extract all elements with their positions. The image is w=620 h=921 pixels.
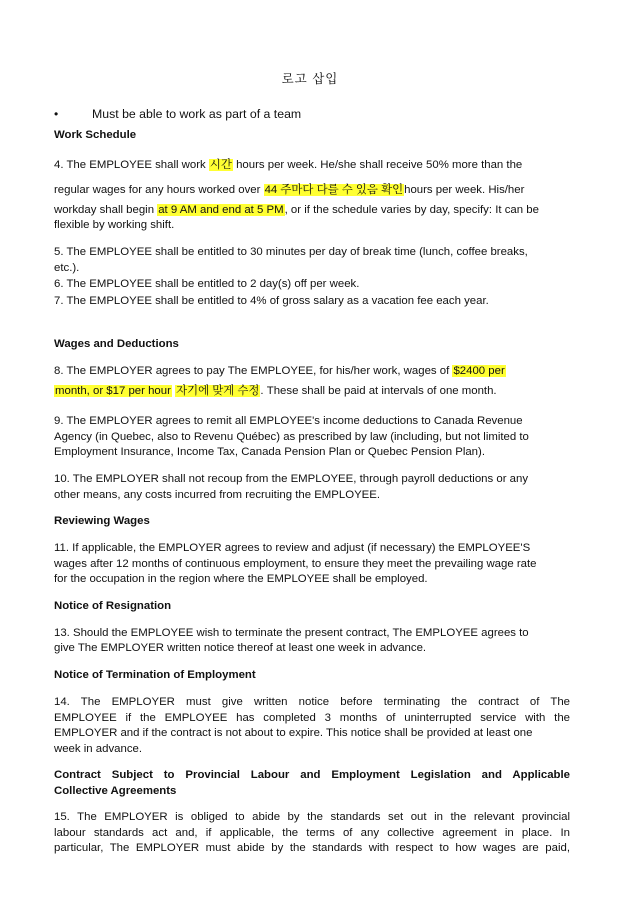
heading-legislation-line-1: Contract Subject to Provincial Labour and Employment Legislation and Applicable bbox=[54, 769, 570, 781]
p8-text: . These shall be paid at intervals of one month. bbox=[260, 385, 497, 397]
paragraph-14-line-3: EMPLOYER and if the contract is not about to expire. This notice shall be provided at least one bbox=[54, 727, 533, 739]
p4-text: hours per week. His/her bbox=[404, 184, 525, 196]
paragraph-11-line-1: 11. If applicable, the EMPLOYER agrees to review and adjust (if necessary) the EMPLOYEE'S bbox=[54, 542, 531, 554]
p4-text: , or if the schedule varies by day, specify: It can be bbox=[284, 204, 539, 216]
highlight-wage-hourly: month, or $17 per hour bbox=[55, 385, 171, 397]
p4-text: 4. The EMPLOYEE shall work bbox=[54, 159, 209, 171]
p8-text: 8. The EMPLOYER agrees to pay The EMPLOYEE, for his/her work, wages of bbox=[54, 365, 453, 377]
paragraph-14-line-4: week in advance. bbox=[54, 743, 143, 755]
paragraph-13-line-2: give The EMPLOYER written notice thereof at least one week in advance. bbox=[54, 642, 427, 654]
heading-legislation-line-2: Collective Agreements bbox=[54, 785, 177, 797]
highlight-work-time: at 9 AM and end at 5 PM bbox=[158, 204, 284, 216]
paragraph-8-line-1 bbox=[54, 364, 570, 380]
bullet-text: Must be able to work as part of a team bbox=[92, 107, 302, 121]
paragraph-14-line-2: EMPLOYEE if the EMPLOYEE has completed 3 months of uninterrupted service with the bbox=[54, 712, 570, 724]
highlight-overtime-threshold: 44 주마다 다를 수 있음 확인 bbox=[264, 184, 404, 196]
paragraph-15-line-3: particular, The EMPLOYER must abide by the standards with respect to how wages are paid, bbox=[54, 842, 570, 854]
bullet-marker: • bbox=[54, 107, 59, 121]
heading-notice-resignation: Notice of Resignation bbox=[54, 600, 172, 612]
paragraph-9-line-2: Agency (in Quebec, also to Revenu Québec) as prescribed by law (including, but not limited to bbox=[54, 431, 529, 443]
highlight-hours: 시간 bbox=[209, 159, 232, 171]
heading-work-schedule: Work Schedule bbox=[54, 129, 137, 141]
paragraph-7: 7. The EMPLOYEE shall be entitled to 4% of gross salary as a vacation fee each year. bbox=[54, 295, 489, 307]
paragraph-5-line-2: etc.). bbox=[54, 262, 80, 274]
heading-wages-deductions: Wages and Deductions bbox=[54, 338, 179, 350]
paragraph-4-line-2 bbox=[54, 183, 570, 199]
highlight-wage-monthly: $2400 per bbox=[453, 365, 505, 377]
heading-notice-termination: Notice of Termination of Employment bbox=[54, 669, 256, 681]
p4-text: regular wages for any hours worked over bbox=[54, 184, 264, 196]
paragraph-11-line-2: wages after 12 months of continuous employment, to ensure they meet the prevailing wage rate bbox=[54, 558, 537, 570]
paragraph-4-line-4: flexible by working shift. bbox=[54, 219, 175, 231]
paragraph-15-line-2: labour standards act and, if applicable, the terms of any collective agreement in place. In bbox=[54, 827, 570, 839]
paragraph-10-line-2: other means, any costs incurred from recruiting the EMPLOYEE. bbox=[54, 489, 381, 501]
paragraph-11-line-3: for the occupation in the region where the EMPLOYEE shall be employed. bbox=[54, 573, 428, 585]
p4-text: hours per week. He/she shall receive 50% more than the bbox=[232, 159, 523, 171]
paragraph-10-line-1: 10. The EMPLOYER shall not recoup from the EMPLOYEE, through payroll deductions or any bbox=[54, 473, 529, 485]
paragraph-5-line-1: 5. The EMPLOYEE shall be entitled to 30 minutes per day of break time (lunch, coffee breaks, bbox=[54, 246, 528, 258]
paragraph-9-line-1: 9. The EMPLOYER agrees to remit all EMPLOYEE's income deductions to Canada Revenue bbox=[54, 415, 523, 427]
paragraph-4-line-1 bbox=[54, 158, 570, 174]
paragraph-14-line-1: 14. The EMPLOYER must give written notice before terminating the contract of The bbox=[54, 696, 570, 708]
paragraph-9-line-3: Employment Insurance, Income Tax, Canada Pension Plan or Quebec Pension Plan). bbox=[54, 446, 485, 458]
highlight-edit-note: 자기에 맞게 수정 bbox=[176, 385, 260, 397]
p4-text: workday shall begin bbox=[54, 204, 158, 216]
paragraph-6: 6. The EMPLOYEE shall be entitled to 2 day(s) off per week. bbox=[54, 278, 360, 290]
heading-reviewing-wages: Reviewing Wages bbox=[54, 515, 150, 527]
paragraph-13-line-1: 13. Should the EMPLOYEE wish to terminate the present contract, The EMPLOYEE agrees to bbox=[54, 627, 529, 639]
paragraph-4-line-3 bbox=[54, 203, 570, 219]
paragraph-15-line-1: 15. The EMPLOYER is obliged to abide by the standards set out in the relevant provincial bbox=[54, 811, 570, 823]
logo-placeholder: 로고 삽입 bbox=[281, 72, 339, 86]
paragraph-8-line-2 bbox=[54, 384, 570, 400]
